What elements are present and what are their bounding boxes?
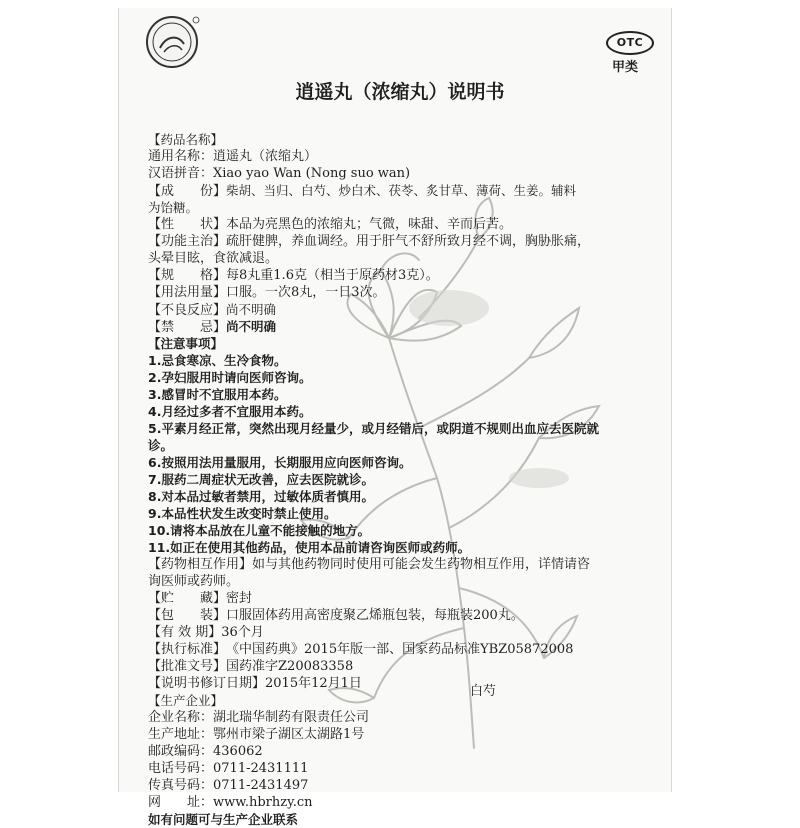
pinyin-row <box>148 165 410 182</box>
spec-value: 每8丸重1.6克（相当于原药材3克）。 <box>226 268 439 283</box>
precaution-item: 1.忌食寒凉、生冷食物。 <box>148 353 287 368</box>
pinyin-label: 汉语拼音： <box>148 166 214 181</box>
company-label: 企业名称： <box>148 710 214 725</box>
company-logo-icon <box>144 14 200 70</box>
postcode-label: 邮政编码： <box>148 744 214 759</box>
storage-label: 【贮 藏】 <box>148 591 227 606</box>
character-label: 【性 状】 <box>148 217 227 232</box>
precaution-item: 9.本品性状发生改变时禁止使用。 <box>148 506 337 521</box>
indications-label: 【功能主治】 <box>148 234 227 249</box>
precaution-item: 6.按照用法用量服用，长期服用应向医师咨询。 <box>148 455 412 470</box>
spec-row <box>148 267 439 284</box>
website-row <box>148 794 313 811</box>
fax-label: 传真号码： <box>148 778 214 793</box>
revision-label: 【说明书修订日期】 <box>148 676 266 691</box>
standard-value: 《中国药典》2015年版一部、国家药品标准YBZ05872008 <box>226 642 574 657</box>
character-value: 本品为亮黑色的浓缩丸；气微，味甜、辛而后苦。 <box>226 217 513 232</box>
address-value: 鄂州市梁子湖区太湖路1号 <box>213 727 365 742</box>
phone-row <box>148 760 308 777</box>
contraindications-value: 尚不明确 <box>226 319 277 334</box>
address-label: 生产地址： <box>148 727 214 742</box>
watermark-caption: 白芍 <box>470 684 497 699</box>
fax-row <box>148 777 308 794</box>
indications-continued: 头晕目眩，食欲减退。 <box>148 251 279 266</box>
interactions-continued: 询医师或药师。 <box>148 574 240 589</box>
precaution-item: 7.服药二周症状无改善，应去医院就诊。 <box>148 472 374 487</box>
validity-row <box>148 624 264 641</box>
contraindications-row <box>148 318 276 335</box>
contraindications-label: 【禁 忌】 <box>148 320 227 335</box>
interactions-row <box>148 556 590 573</box>
dosage-row <box>148 284 386 301</box>
ingredients-continued: 为饴糖。 <box>148 200 199 215</box>
precaution-item: 8.对本品过敏者禁用，过敏体质者慎用。 <box>148 489 374 504</box>
interactions-value: 如与其他药物同时使用可能会发生药物相互作用，详情请咨 <box>252 557 591 572</box>
storage-row <box>148 590 252 607</box>
manufacturer-heading: 【生产企业】 <box>148 693 224 708</box>
phone-value: 0711-2431111 <box>213 761 309 776</box>
precaution-item: 5.平素月经正常，突然出现月经量少，或月经错后，或阴道不规则出血应去医院就 <box>148 421 599 436</box>
adverse-value: 尚不明确 <box>226 302 277 317</box>
document-title: 逍遥丸（浓缩丸）说明书 <box>295 81 505 103</box>
postcode-row <box>148 743 263 760</box>
common-name-value: 逍遥丸（浓缩丸） <box>213 149 318 164</box>
precaution-item: 2.孕妇服用时请向医师咨询。 <box>148 370 312 385</box>
validity-label: 【有 效 期】 <box>148 625 222 640</box>
postcode-value: 436062 <box>213 744 263 759</box>
adverse-label: 【不良反应】 <box>148 303 227 318</box>
character-row <box>148 216 512 233</box>
ingredients-label: 【成 份】 <box>148 184 227 199</box>
dosage-label: 【用法用量】 <box>148 285 227 300</box>
indications-value: 疏肝健脾，养血调经。用于肝气不舒所致月经不调，胸胁胀痛， <box>226 234 591 249</box>
website-value: www.hbrhzy.cn <box>213 795 313 810</box>
dosage-value: 口服。一次8丸，一日3次。 <box>226 285 386 300</box>
validity-value: 36个月 <box>221 625 264 640</box>
company-value: 湖北瑞华制药有限责任公司 <box>213 710 370 725</box>
interactions-label: 【药物相互作用】 <box>148 557 253 572</box>
indications-row <box>148 233 590 250</box>
ingredients-row <box>148 182 576 199</box>
fax-value: 0711-2431497 <box>213 778 309 793</box>
pinyin-value: Xiao yao Wan (Nong suo wan) <box>213 166 411 181</box>
adverse-row <box>148 301 276 318</box>
drug-name-heading: 【药品名称】 <box>148 132 224 147</box>
precaution-item: 11.如正在使用其他药品，使用本品前请咨询医师或药师。 <box>148 540 471 555</box>
spec-label: 【规 格】 <box>148 268 227 283</box>
revision-row <box>148 675 362 692</box>
footer-contact-note: 如有问题可与生产企业联系 <box>148 812 299 827</box>
package-value: 口服固体药用高密度聚乙烯瓶包装，每瓶装200丸。 <box>226 608 524 623</box>
common-name-row <box>148 148 317 165</box>
standard-row <box>148 641 573 658</box>
address-row <box>148 726 364 743</box>
package-label: 【包 装】 <box>148 608 227 623</box>
precaution-item: 3.感冒时不宜服用本药。 <box>148 387 287 402</box>
precaution-item-continued: 诊。 <box>148 438 174 453</box>
storage-value: 密封 <box>226 591 253 606</box>
website-label: 网 址： <box>148 795 214 810</box>
common-name-label: 通用名称： <box>148 149 214 164</box>
precaution-item: 4.月经过多者不宜服用本药。 <box>148 404 312 419</box>
revision-value: 2015年12月1日 <box>265 676 362 691</box>
precaution-item: 10.请将本品放在儿童不能接触的地方。 <box>148 523 371 538</box>
precautions-heading: 【注意事项】 <box>148 336 224 351</box>
company-row <box>148 709 369 726</box>
approval-row <box>148 658 353 675</box>
package-row <box>148 607 524 624</box>
phone-label: 电话号码： <box>148 761 214 776</box>
ingredients-value: 柴胡、当归、白芍、炒白术、茯苓、炙甘草、薄荷、生姜。辅料 <box>226 183 577 198</box>
approval-value: 国药准字Z20083358 <box>226 659 354 674</box>
otc-class-label: 甲类 <box>612 60 639 75</box>
approval-label: 【批准文号】 <box>148 659 227 674</box>
standard-label: 【执行标准】 <box>148 642 227 657</box>
otc-badge: OTC <box>606 31 654 55</box>
